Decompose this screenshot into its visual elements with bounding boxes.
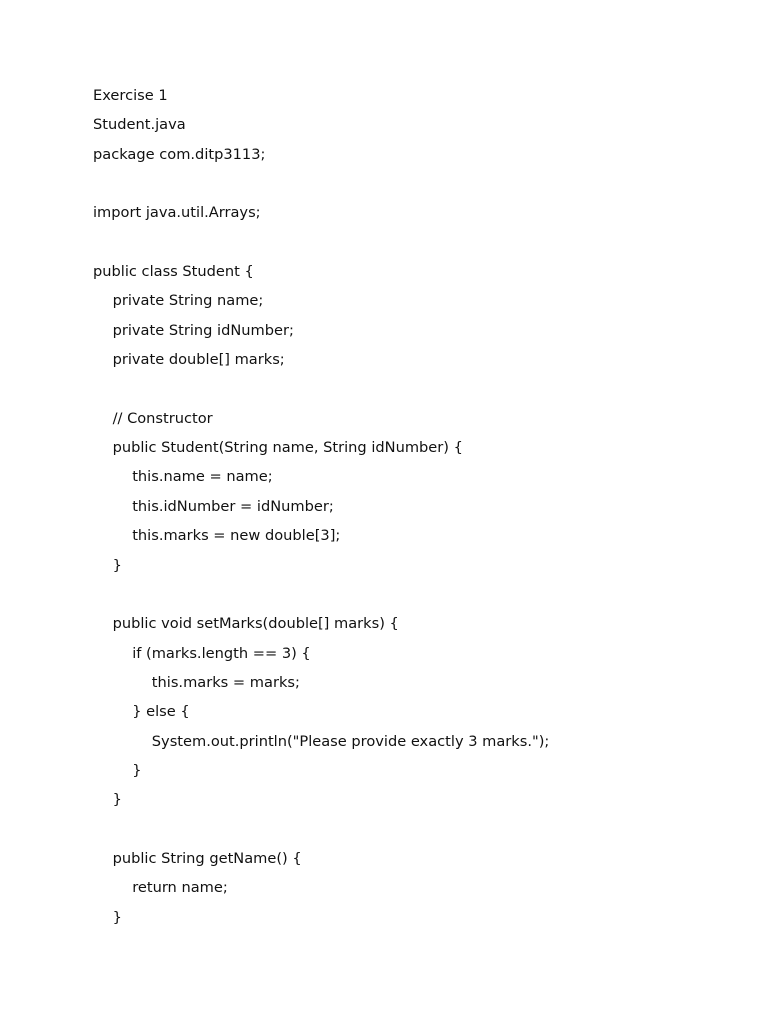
blank-line <box>93 378 728 407</box>
blank-line <box>93 584 728 613</box>
code-line-setmarks-assign: this.marks = marks; <box>151 673 300 691</box>
code-line-constructor-assign-marks: this.marks = new double[3]; <box>132 527 341 545</box>
code-line-getname-return: return name; <box>132 879 228 897</box>
code-line-setmarks-declaration: public void setMarks(double[] marks) { <box>112 615 399 633</box>
code-comment-constructor: // Constructor <box>112 409 213 427</box>
code-line-import: import java.util.Arrays; <box>93 204 261 222</box>
code-line-field-idnumber: private String idNumber; <box>112 321 294 339</box>
code-line-constructor-assign-name: this.name = name; <box>132 468 273 486</box>
code-line-constructor-close: } <box>112 556 122 574</box>
code-line-setmarks-if: if (marks.length == 3) { <box>132 644 311 662</box>
code-line-constructor-declaration: public Student(String name, String idNumber) { <box>112 439 463 457</box>
code-line-setmarks-if-close: } <box>132 761 142 779</box>
code-line-package: package com.ditp3113; <box>93 145 266 163</box>
code-line-class-declaration: public class Student { <box>93 263 254 281</box>
code-line-field-marks: private double[] marks; <box>112 351 285 369</box>
code-line-setmarks-close: } <box>112 791 122 809</box>
blank-line <box>93 232 728 261</box>
exercise-heading: Exercise 1 <box>93 87 168 104</box>
code-line-setmarks-print: System.out.println("Please provide exactly 3 marks."); <box>151 732 550 750</box>
file-name: Student.java <box>93 116 186 134</box>
code-line-constructor-assign-idnumber: this.idNumber = idNumber; <box>132 497 334 515</box>
document-body <box>93 85 728 936</box>
code-line-getname-close: } <box>112 908 122 926</box>
blank-line <box>93 819 728 848</box>
code-line-setmarks-else: } else { <box>132 703 190 721</box>
code-line-getname-declaration: public String getName() { <box>112 849 302 867</box>
code-line-field-name: private String name; <box>112 292 264 310</box>
blank-line <box>93 173 728 202</box>
